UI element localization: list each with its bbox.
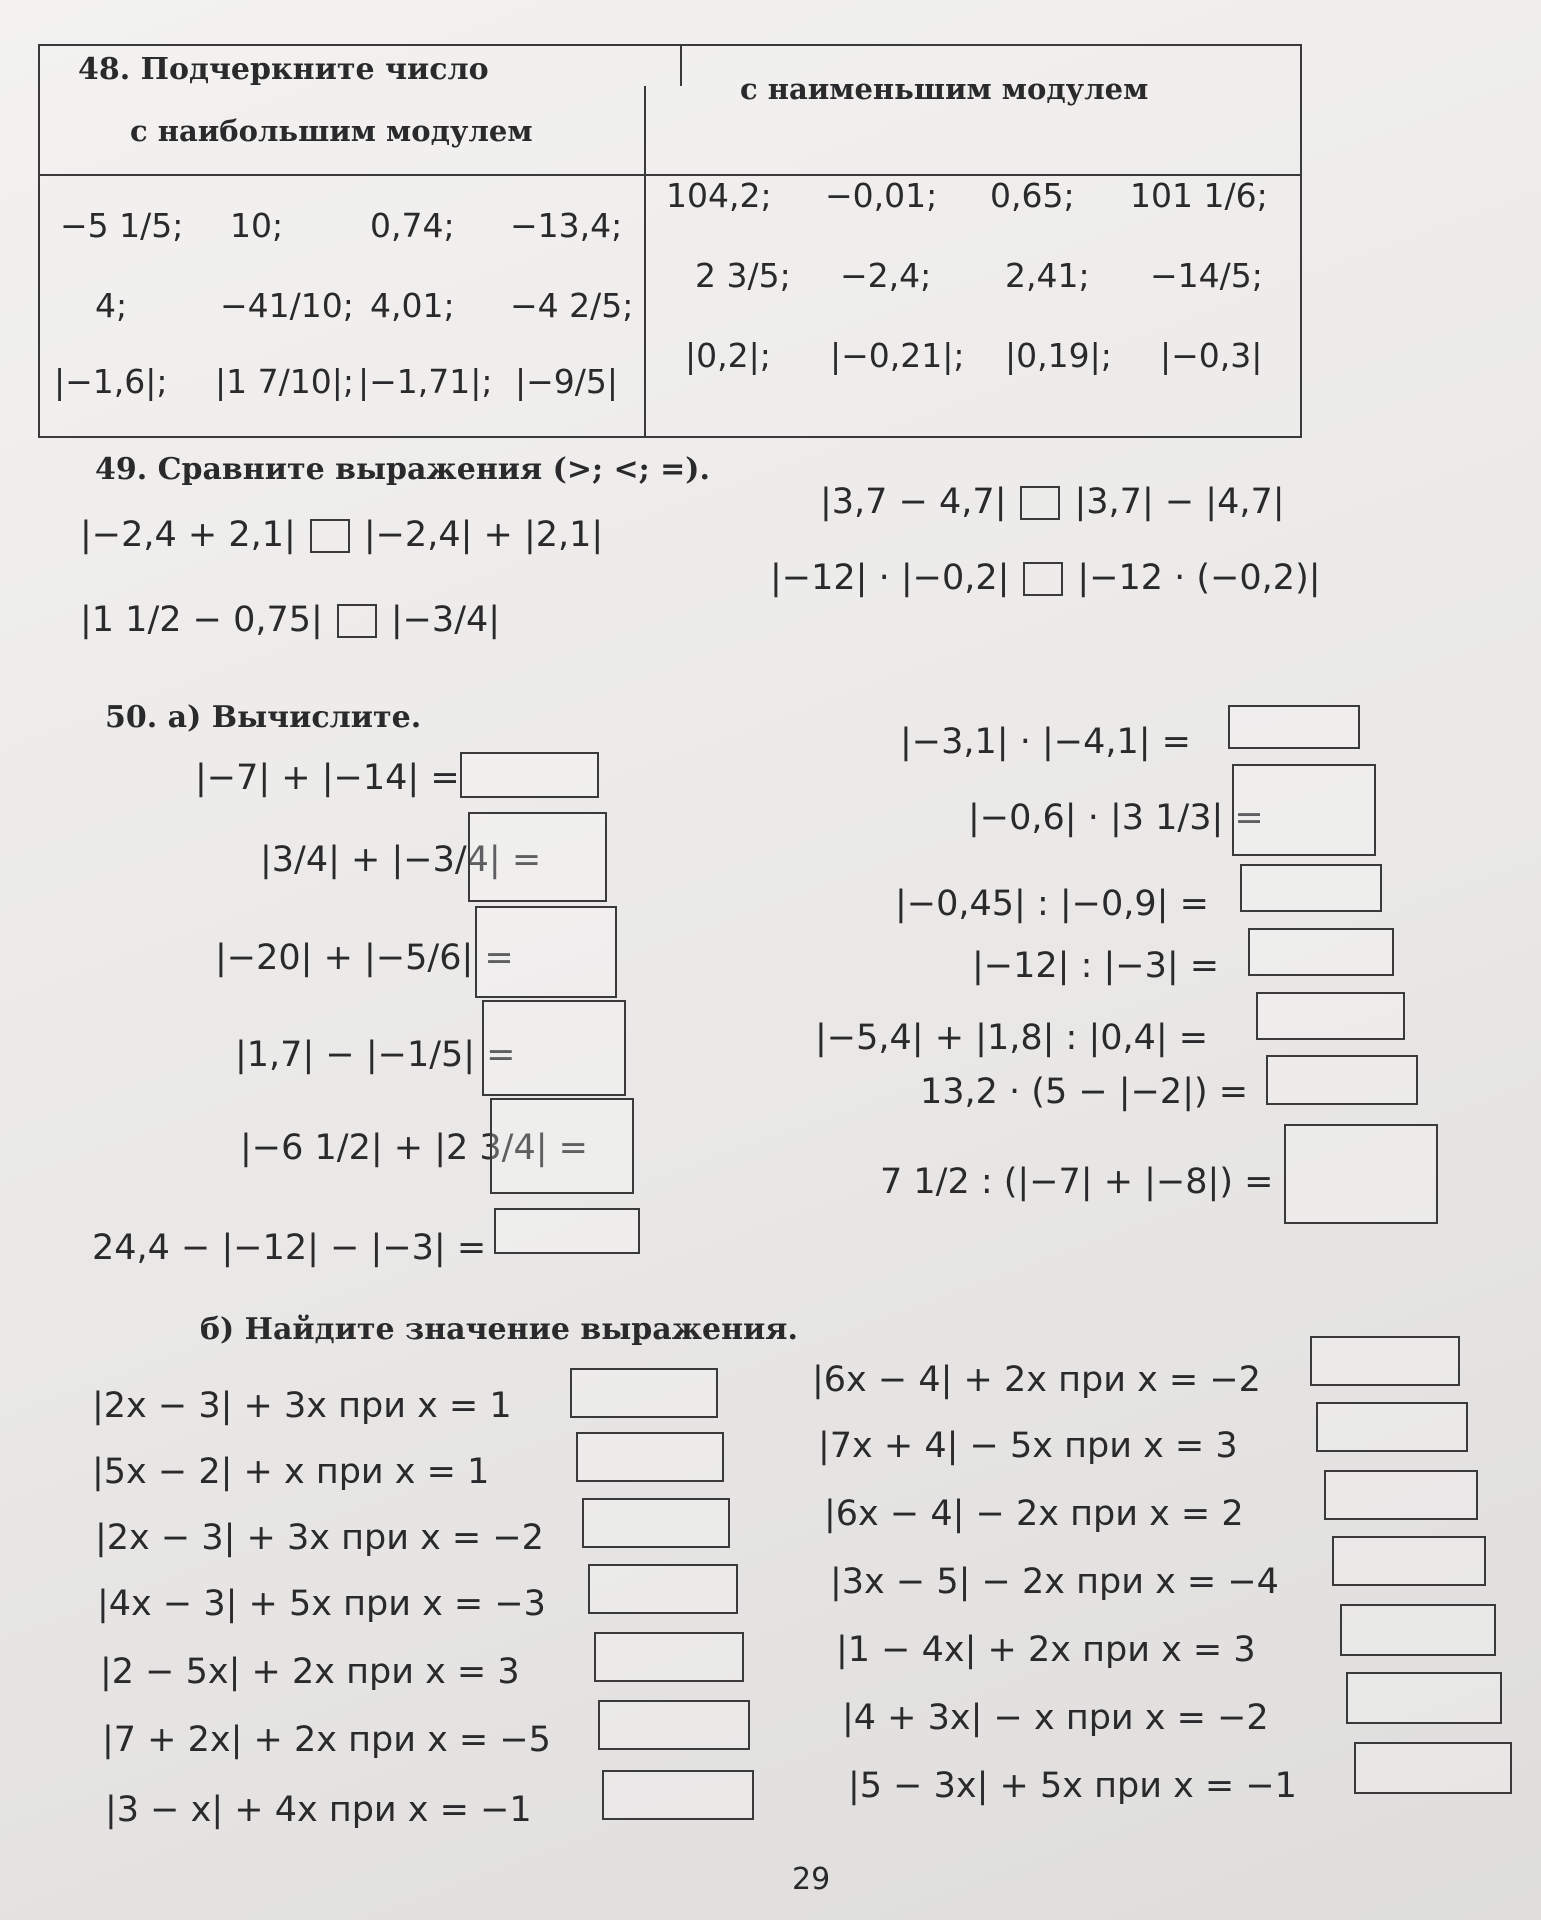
answer-box[interactable] xyxy=(482,1000,626,1096)
num-cell[interactable]: 10; xyxy=(230,206,284,245)
task-50a-title: 50. а) Вычислите. xyxy=(105,700,422,735)
answer-box[interactable] xyxy=(1284,1124,1438,1224)
num-cell[interactable]: −4 2/5; xyxy=(510,286,634,325)
expr: |6x − 4| + 2x при x = −2 xyxy=(812,1360,1261,1400)
answer-box[interactable] xyxy=(1240,864,1382,912)
expr: 13,2 · (5 − |−2|) = xyxy=(920,1072,1249,1112)
answer-box[interactable] xyxy=(1346,1672,1502,1724)
compare-row xyxy=(770,558,1321,598)
num-cell[interactable]: |−1,6|; xyxy=(54,362,168,401)
expr-left: |−2,4 + 2,1| xyxy=(80,515,296,555)
header-smallest-modulus: с наименьшим модулем xyxy=(740,72,1149,106)
answer-box[interactable] xyxy=(570,1368,718,1418)
expr: |−3,1| · |−4,1| = xyxy=(900,722,1191,762)
expr: |2x − 3| + 3x при x = −2 xyxy=(95,1518,544,1558)
compare-row xyxy=(820,482,1285,522)
expr-left: |−12| · |−0,2| xyxy=(770,558,1010,598)
expr: |1 − 4x| + 2x при x = 3 xyxy=(836,1630,1256,1670)
num-cell[interactable]: |0,19|; xyxy=(1005,336,1112,375)
num-cell[interactable]: −14/5; xyxy=(1150,256,1263,295)
compare-row xyxy=(80,515,603,555)
expr-right: |3,7| − |4,7| xyxy=(1074,482,1285,522)
answer-box[interactable] xyxy=(460,752,599,798)
expr-right: |−2,4| + |2,1| xyxy=(363,515,604,555)
expr-right: |−12 · (−0,2)| xyxy=(1077,558,1321,598)
expr-left: |1 1/2 − 0,75| xyxy=(80,600,323,640)
answer-box[interactable] xyxy=(582,1498,730,1548)
expr: |3x − 5| − 2x при x = −4 xyxy=(830,1562,1279,1602)
header-largest-modulus: с наибольшим модулем xyxy=(130,114,533,148)
num-cell[interactable]: −41/10; xyxy=(220,286,354,325)
expr: |−5,4| + |1,8| : |0,4| = xyxy=(815,1018,1209,1058)
num-cell[interactable]: |1 7/10|; xyxy=(215,362,354,401)
expr: |2 − 5x| + 2x при x = 3 xyxy=(100,1652,520,1692)
expr: |3 − x| + 4x при x = −1 xyxy=(105,1790,532,1830)
answer-box[interactable] xyxy=(588,1564,738,1614)
answer-box[interactable] xyxy=(1340,1604,1496,1656)
answer-box[interactable] xyxy=(1228,705,1360,749)
compare-box[interactable] xyxy=(310,519,350,553)
answer-box[interactable] xyxy=(494,1208,640,1254)
expr: |−7| + |−14| = xyxy=(195,758,460,798)
answer-box[interactable] xyxy=(1232,764,1376,856)
expr: |−0,45| : |−0,9| = xyxy=(895,884,1209,924)
expr: |4 + 3x| − x при x = −2 xyxy=(842,1698,1269,1738)
answer-box[interactable] xyxy=(598,1700,750,1750)
num-cell[interactable]: |−0,21|; xyxy=(830,336,965,375)
answer-box[interactable] xyxy=(1248,928,1394,976)
expr: |1,7| − |−1/5| = xyxy=(235,1035,516,1075)
num-cell[interactable]: 2,41; xyxy=(1005,256,1090,295)
answer-box[interactable] xyxy=(1256,992,1405,1040)
expr: 7 1/2 : (|−7| + |−8|) = xyxy=(880,1162,1274,1202)
answer-box[interactable] xyxy=(490,1098,634,1194)
expr: |6x − 4| − 2x при x = 2 xyxy=(824,1494,1244,1534)
expr: |−20| + |−5/6| = xyxy=(215,938,514,978)
task-49-title: 49. Сравните выражения (>; <; =). xyxy=(95,452,710,487)
num-cell[interactable]: |−9/5| xyxy=(515,362,618,401)
expr-left: |3,7 − 4,7| xyxy=(820,482,1007,522)
num-cell[interactable]: 0,65; xyxy=(990,176,1075,215)
answer-box[interactable] xyxy=(1266,1055,1418,1105)
num-cell[interactable]: −5 1/5; xyxy=(60,206,184,245)
compare-row xyxy=(80,600,500,640)
num-cell[interactable]: 0,74; xyxy=(370,206,455,245)
num-cell[interactable]: |0,2|; xyxy=(685,336,771,375)
num-cell[interactable]: |−1,71|; xyxy=(358,362,493,401)
task-50b-title: б) Найдите значение выражения. xyxy=(200,1312,798,1347)
expr: |7 + 2x| + 2x при x = −5 xyxy=(102,1720,551,1760)
task-48-table xyxy=(38,44,1302,438)
expr: |7x + 4| − 5x при x = 3 xyxy=(818,1426,1238,1466)
answer-box[interactable] xyxy=(1332,1536,1486,1586)
expr: |3/4| + |−3/4| = xyxy=(260,840,542,880)
answer-box[interactable] xyxy=(602,1770,754,1820)
expr-right: |−3/4| xyxy=(390,600,501,640)
num-cell[interactable]: 101 1/6; xyxy=(1130,176,1268,215)
num-cell[interactable]: 4; xyxy=(95,286,128,325)
compare-box[interactable] xyxy=(1023,562,1063,596)
page-number: 29 xyxy=(792,1862,831,1897)
answer-box[interactable] xyxy=(576,1432,724,1482)
answer-box[interactable] xyxy=(1324,1470,1478,1520)
expr: |2x − 3| + 3x при x = 1 xyxy=(92,1386,512,1426)
expr: |−6 1/2| + |2 3/4| = xyxy=(240,1128,588,1168)
expr: |5x − 2| + x при x = 1 xyxy=(92,1452,490,1492)
num-cell[interactable]: 2 3/5; xyxy=(695,256,791,295)
compare-box[interactable] xyxy=(337,604,377,638)
answer-box[interactable] xyxy=(594,1632,744,1682)
expr: |5 − 3x| + 5x при x = −1 xyxy=(848,1766,1297,1806)
answer-box[interactable] xyxy=(1310,1336,1460,1386)
expr: 24,4 − |−12| − |−3| = xyxy=(92,1228,487,1268)
expr: |−0,6| · |3 1/3| = xyxy=(968,798,1264,838)
expr: |−12| : |−3| = xyxy=(972,946,1220,986)
task-48-title: 48. Подчеркните число xyxy=(78,52,489,87)
expr: |4x − 3| + 5x при x = −3 xyxy=(97,1584,546,1624)
num-cell[interactable]: −13,4; xyxy=(510,206,623,245)
answer-box[interactable] xyxy=(1354,1742,1512,1794)
num-cell[interactable]: |−0,3| xyxy=(1160,336,1263,375)
num-cell[interactable]: −0,01; xyxy=(825,176,938,215)
answer-box[interactable] xyxy=(475,906,617,998)
compare-box[interactable] xyxy=(1020,486,1060,520)
num-cell[interactable]: 4,01; xyxy=(370,286,455,325)
num-cell[interactable]: 104,2; xyxy=(666,176,772,215)
answer-box[interactable] xyxy=(1316,1402,1468,1452)
answer-box[interactable] xyxy=(468,812,607,902)
num-cell[interactable]: −2,4; xyxy=(840,256,932,295)
